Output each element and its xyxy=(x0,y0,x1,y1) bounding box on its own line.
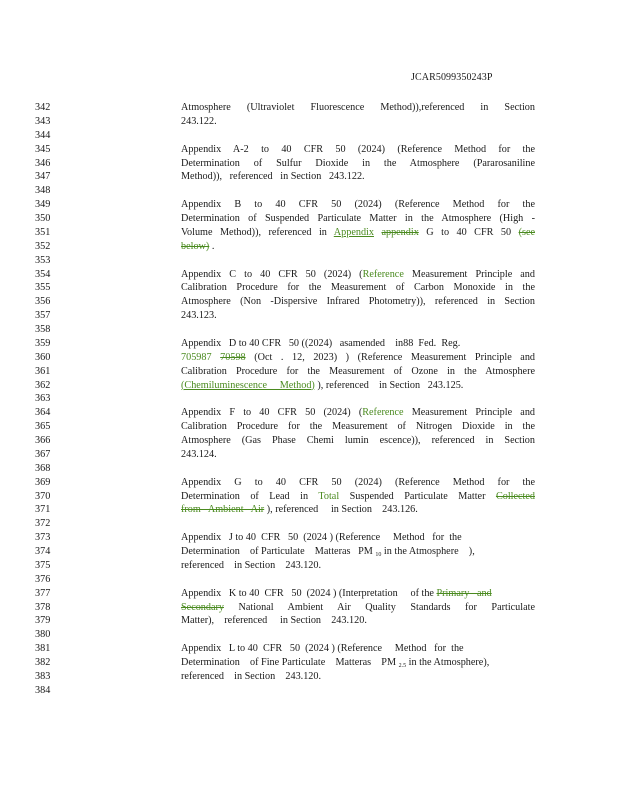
line-text xyxy=(181,309,535,323)
text-line xyxy=(0,184,618,198)
line-text xyxy=(181,531,535,545)
line-text xyxy=(181,448,535,462)
text-line xyxy=(0,420,618,434)
line-text xyxy=(181,240,535,254)
line-text xyxy=(181,337,535,351)
line-text xyxy=(181,559,535,573)
line-text xyxy=(181,101,535,115)
line-number: 366 xyxy=(35,435,51,446)
document-id: JCAR5099350243P xyxy=(411,72,493,83)
text-line xyxy=(0,281,618,295)
deleted-text: (see xyxy=(518,226,535,238)
line-number: 371 xyxy=(35,504,51,516)
text-segment: Suspended Particulate Matter xyxy=(339,490,496,502)
deleted-text: Secondary xyxy=(181,601,224,613)
line-number: 346 xyxy=(35,157,51,169)
line-number: 369 xyxy=(35,476,51,488)
text-line xyxy=(0,503,618,517)
deleted-text: below) xyxy=(181,240,210,252)
line-text xyxy=(181,170,535,184)
text-line xyxy=(0,351,618,365)
line-number: 350 xyxy=(35,213,51,224)
text-line xyxy=(0,115,618,129)
line-number: 368 xyxy=(35,462,51,474)
text-segment: referenced in Section 243.120. xyxy=(181,670,322,682)
line-text xyxy=(181,587,535,601)
text-segment: Determination of Lead in xyxy=(181,490,319,502)
text-line xyxy=(0,434,618,448)
text-line xyxy=(0,226,618,240)
text-line xyxy=(0,295,618,309)
document-body xyxy=(0,101,618,698)
line-number: 370 xyxy=(35,490,51,502)
line-text xyxy=(181,476,535,490)
line-text xyxy=(181,351,535,365)
line-number: 359 xyxy=(35,337,51,349)
text-segment: National Ambient Air Quality Standards for Particulate xyxy=(224,601,535,613)
text-line xyxy=(0,531,618,545)
line-text xyxy=(181,295,535,309)
text-segment: Appendix L to 40 CFR 50 (2024 ) (Reference Method for the xyxy=(181,643,464,655)
deleted-text: from Ambient Air xyxy=(181,504,265,516)
inserted-text: Appendix xyxy=(333,226,374,238)
text-segment: 243.124. xyxy=(181,448,217,460)
line-number: 374 xyxy=(35,546,51,557)
text-line xyxy=(0,559,618,573)
text-line xyxy=(0,101,618,115)
deleted-text: appendix xyxy=(381,226,419,238)
line-text xyxy=(181,642,535,656)
text-segment: Measurement Principle and xyxy=(403,407,536,419)
line-number: 352 xyxy=(35,240,51,252)
line-number: 354 xyxy=(35,268,51,280)
text-line xyxy=(0,212,618,226)
text-line xyxy=(0,545,618,559)
line-number: 372 xyxy=(35,518,51,530)
text-segment: Determination of Particulate Matteras PM xyxy=(181,546,376,557)
deleted-text: Primary and xyxy=(436,587,492,599)
line-number: 381 xyxy=(35,643,51,655)
deleted-text: Collected xyxy=(495,490,535,502)
text-segment: Appendix G to 40 CFR 50 (2024) (Reference Method for the xyxy=(181,476,535,488)
text-line xyxy=(0,337,618,351)
text-segment: Atmosphere (Ultraviolet Fluorescence Method)),referenced in Section xyxy=(181,102,535,113)
line-number: 357 xyxy=(35,310,51,322)
text-segment: Appendix D to 40 CFR 50 ((2024) asamended in88 Fed. Reg. xyxy=(181,337,461,349)
line-text xyxy=(181,490,535,504)
text-line xyxy=(0,379,618,393)
text-segment: (Oct . 12, 2023) ) (Reference Measurement Principle and xyxy=(245,351,536,363)
line-number: 360 xyxy=(35,351,51,363)
line-number: 358 xyxy=(35,324,51,335)
text-line xyxy=(0,587,618,601)
line-number: 365 xyxy=(35,421,51,433)
text-segment: Appendix K to 40 CFR 50 (2024 ) (Interpretation of the xyxy=(181,587,437,599)
text-line xyxy=(0,462,618,476)
text-line xyxy=(0,476,618,490)
line-number: 367 xyxy=(35,448,51,460)
text-segment: ), referenced in Section 243.125. xyxy=(314,379,464,391)
text-segment: G to 40 CFR 50 xyxy=(418,226,519,238)
text-line xyxy=(0,240,618,254)
line-text xyxy=(181,115,535,129)
line-number: 343 xyxy=(35,115,51,127)
line-number: 373 xyxy=(35,532,51,544)
text-segment: Determination of Sulfur Dioxide in the Atmosphere (Pararosaniline xyxy=(181,157,535,169)
text-segment: . xyxy=(209,240,215,252)
text-line xyxy=(0,601,618,615)
line-text xyxy=(181,268,535,282)
line-number: 345 xyxy=(35,143,51,155)
text-segment: referenced in Section 243.120. xyxy=(181,559,322,571)
text-line xyxy=(0,684,618,698)
line-text xyxy=(181,601,535,615)
text-line xyxy=(0,268,618,282)
inserted-text: Reference xyxy=(362,407,404,419)
text-segment: in the Atmosphere), xyxy=(406,657,490,668)
line-number: 364 xyxy=(35,407,51,419)
line-number: 353 xyxy=(35,254,51,266)
line-text xyxy=(181,365,535,379)
line-text xyxy=(181,281,535,295)
text-line xyxy=(0,157,618,171)
text-segment: Atmosphere (Non -Dispersive Infrared Photometry)), referenced in Section xyxy=(181,296,535,308)
text-segment: Calibration Procedure for the Measurement of Nitrogen Dioxide in the xyxy=(181,421,535,433)
text-line xyxy=(0,198,618,212)
inserted-text: (Chemiluminescence Method) xyxy=(181,379,315,391)
line-number: 377 xyxy=(35,587,51,599)
line-number: 362 xyxy=(35,379,51,391)
line-text xyxy=(181,157,535,171)
line-number: 351 xyxy=(35,226,51,238)
text-line xyxy=(0,656,618,670)
text-segment: Method)), referenced in Section 243.122. xyxy=(181,171,365,183)
inserted-text: 705987 xyxy=(181,351,212,363)
inserted-text: Reference xyxy=(362,268,404,280)
line-number: 382 xyxy=(35,657,51,668)
text-line xyxy=(0,392,618,406)
text-line xyxy=(0,323,618,337)
line-text xyxy=(181,212,535,226)
line-number: 383 xyxy=(35,670,51,682)
text-line xyxy=(0,642,618,656)
text-line xyxy=(0,670,618,684)
line-number: 349 xyxy=(35,199,51,211)
line-text xyxy=(181,406,535,420)
text-segment: Calibration Procedure for the Measurement of Ozone in the Atmosphere xyxy=(181,365,535,377)
line-text xyxy=(181,226,535,240)
text-line xyxy=(0,254,618,268)
line-text xyxy=(181,614,535,628)
text-segment: Measurement Principle and xyxy=(403,268,535,280)
line-text xyxy=(181,503,535,517)
text-segment: Volume Method)), referenced in xyxy=(181,226,334,238)
line-number: 356 xyxy=(35,296,51,308)
text-line xyxy=(0,573,618,587)
line-number: 342 xyxy=(35,102,51,113)
text-line xyxy=(0,170,618,184)
text-line xyxy=(0,143,618,157)
line-number: 361 xyxy=(35,365,51,377)
line-number: 380 xyxy=(35,629,51,641)
line-text xyxy=(181,670,535,684)
text-segment: Matter), referenced in Section 243.120. xyxy=(181,615,367,627)
text-segment: Appendix A-2 to 40 CFR 50 (2024) (Reference Method for the xyxy=(181,143,535,155)
text-segment: Calibration Procedure for the Measurement of Carbon Monoxide in the xyxy=(181,282,535,294)
subscript: 2.5 xyxy=(398,663,407,669)
inserted-text: Total xyxy=(318,490,340,502)
text-segment: ), referenced in Section 243.126. xyxy=(264,504,418,516)
text-line xyxy=(0,517,618,531)
text-line xyxy=(0,628,618,642)
line-number: 379 xyxy=(35,615,51,627)
line-number: 375 xyxy=(35,559,51,571)
text-line xyxy=(0,614,618,628)
line-number: 348 xyxy=(35,185,51,197)
subscript: 10 xyxy=(375,552,382,558)
text-segment: Appendix C to 40 CFR 50 (2024) ( xyxy=(181,268,363,280)
text-segment: Appendix J to 40 CFR 50 (2024 ) (Reference Method for the xyxy=(181,532,462,544)
line-text xyxy=(181,420,535,434)
line-number: 355 xyxy=(35,282,51,294)
text-line xyxy=(0,406,618,420)
text-segment: Determination of Fine Particulate Matteras PM xyxy=(181,657,399,668)
deleted-text: 70598 xyxy=(220,351,246,363)
line-number: 347 xyxy=(35,171,51,183)
text-segment: Atmosphere (Gas Phase Chemi lumin escence)), referenced in Section xyxy=(181,435,535,446)
line-number: 376 xyxy=(35,573,51,585)
line-number: 363 xyxy=(35,393,51,405)
text-segment: Appendix B to 40 CFR 50 (2024) (Reference Method for the xyxy=(181,199,535,211)
text-segment: Determination of Suspended Particulate Matter in the Atmosphere (High - xyxy=(181,213,535,224)
line-number: 384 xyxy=(35,684,51,696)
line-text xyxy=(181,198,535,212)
text-line xyxy=(0,490,618,504)
text-segment: 243.123. xyxy=(181,310,217,322)
text-line xyxy=(0,129,618,143)
line-text xyxy=(181,379,535,393)
line-text xyxy=(181,143,535,157)
text-segment: 243.122. xyxy=(181,115,217,127)
text-line xyxy=(0,448,618,462)
line-text xyxy=(181,434,535,448)
text-segment: in the Atmosphere ), xyxy=(381,546,475,557)
line-number: 378 xyxy=(35,601,51,613)
text-line xyxy=(0,309,618,323)
text-segment xyxy=(212,352,221,363)
text-segment: Appendix F to 40 CFR 50 (2024) ( xyxy=(181,407,363,419)
line-number: 344 xyxy=(35,129,51,141)
text-line xyxy=(0,365,618,379)
